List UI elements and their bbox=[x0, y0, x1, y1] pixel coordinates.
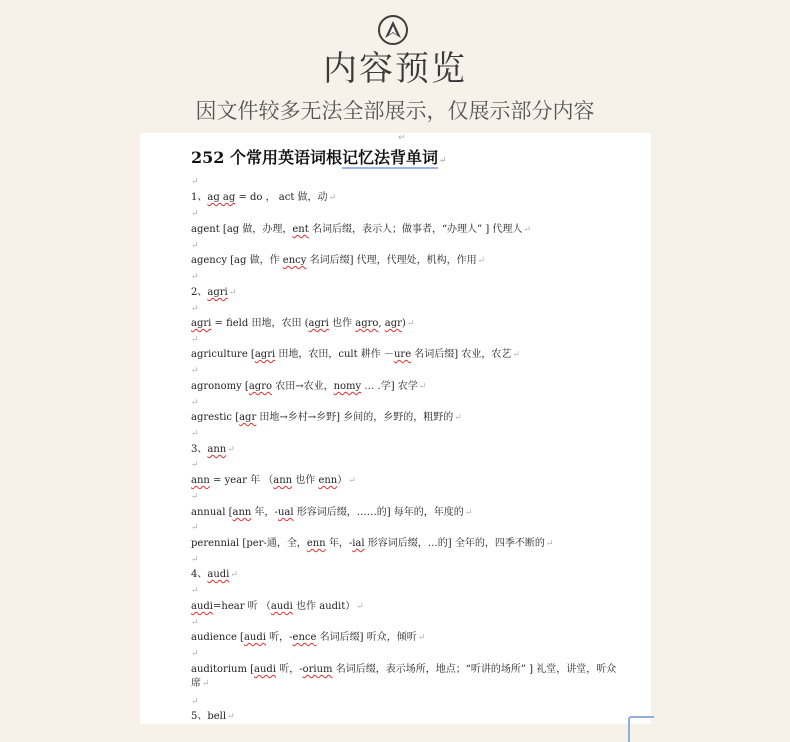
section-line: 3、ann↵ bbox=[191, 444, 235, 455]
empty-line: ↵ bbox=[191, 555, 199, 565]
empty-line: ↵ bbox=[191, 492, 199, 502]
empty-line: ↵ bbox=[191, 460, 199, 470]
word-line: agent [ag 做，办理，ent 名词后缀，表示人；做事者，“办理人” ] 代理人↵ bbox=[191, 224, 531, 235]
word-line: ann = year 年 （ann 也作 enn）↵ bbox=[191, 475, 356, 486]
heading-prefix: 252 个常用英语词根 bbox=[191, 148, 342, 167]
empty-line: ↵ bbox=[191, 177, 199, 187]
empty-line: ↵ bbox=[191, 649, 199, 659]
empty-line: ↵ bbox=[191, 618, 199, 628]
word-line: agrestic [agr 田地→乡村→乡野] 乡间的，乡野的，粗野的↵ bbox=[191, 412, 462, 423]
word-line: agency [ag 做，作 ency 名词后缀] 代理，代理处，机构，作用↵ bbox=[191, 255, 486, 266]
empty-line: ↵ bbox=[191, 697, 199, 707]
word-line: auditorium [audi 听，-orium 名词后缀，表示场所，地点；“听讲的场所” ] 礼堂，讲堂，听众席↵ bbox=[191, 664, 617, 689]
empty-line: ↵ bbox=[191, 304, 199, 314]
section-line: 1、ag ag = do ， act 做，动↵ bbox=[191, 192, 337, 203]
empty-line: ↵ bbox=[191, 366, 199, 376]
empty-line: ↵ bbox=[191, 398, 199, 408]
preview-header bbox=[0, 0, 790, 132]
section-line: 5、bell↵ bbox=[191, 711, 235, 722]
page-subtitle: 因文件较多无法全部展示，仅展示部分内容 bbox=[195, 99, 595, 123]
scroll-corner bbox=[628, 716, 654, 742]
empty-line: ↵ bbox=[191, 586, 199, 596]
empty-line: ↵ bbox=[191, 335, 199, 345]
word-line: agronomy [agro 农田→农业，nomy … .学] 农学↵ bbox=[191, 381, 427, 392]
empty-line: ↵ bbox=[191, 523, 199, 533]
section-line: 2、agri↵ bbox=[191, 287, 237, 298]
word-line: audience [audi 听，-ence 名词后缀] 听众，倾听↵ bbox=[191, 632, 426, 643]
word-line: agriculture [agri 田地，农田，cult 耕作 －ure 名词后缀] 农业，农艺↵ bbox=[191, 349, 520, 360]
word-line: agri = field 田地，农田 (agri 也作 agro, agr)↵ bbox=[191, 318, 415, 329]
word-line: audi=hear 听 （audi 也作 audit）↵ bbox=[191, 601, 364, 612]
paragraph-mark: ↵ bbox=[398, 133, 406, 143]
document-heading: 252 个常用英语词根记忆法背单词↵ bbox=[191, 148, 447, 167]
page-title: 内容预览 bbox=[323, 49, 467, 89]
empty-line: ↵ bbox=[191, 209, 199, 219]
empty-line: ↵ bbox=[191, 241, 199, 251]
word-line: annual [ann 年，-ual 形容词后缀，……的] 每年的，年度的↵ bbox=[191, 507, 473, 518]
document-preview[interactable] bbox=[140, 133, 651, 724]
section-line: 4、audi↵ bbox=[191, 569, 238, 580]
heading-underlined: 记忆法背单词 bbox=[341, 148, 438, 167]
empty-line: ↵ bbox=[191, 429, 199, 439]
word-line: perennial [per-通，全，enn 年，-ial 形容词后缀，…的] 全年的，四季不断的↵ bbox=[191, 538, 554, 549]
empty-line: ↵ bbox=[191, 272, 199, 282]
logo-icon bbox=[378, 15, 408, 45]
